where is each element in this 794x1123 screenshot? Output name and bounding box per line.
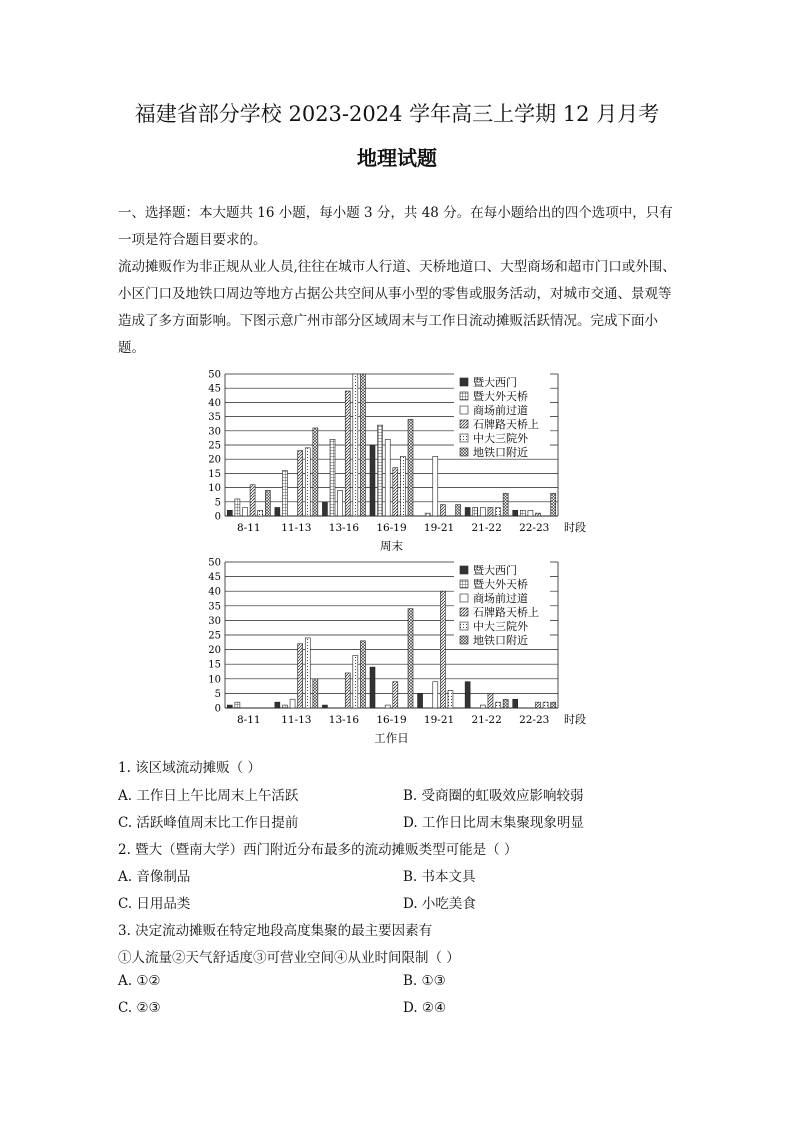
y-tick-label: 10	[208, 483, 221, 495]
bar	[385, 705, 390, 708]
bar	[543, 702, 548, 708]
workday-chart-svg	[195, 554, 595, 748]
bar	[290, 699, 295, 708]
y-tick-label: 30	[208, 615, 221, 627]
bar	[385, 439, 390, 516]
bar	[258, 510, 263, 516]
question-3-option-a[interactable]: A. ①②	[118, 973, 161, 989]
bar	[456, 505, 461, 516]
y-tick-label: 15	[208, 468, 221, 480]
legend-swatch	[460, 580, 468, 588]
legend-swatch	[460, 420, 468, 428]
bar	[235, 702, 240, 708]
y-tick-label: 45	[208, 383, 221, 395]
legend-swatch	[460, 608, 468, 616]
exam-title: 福建省部分学校 2023-2024 学年高三上学期 12 月月考	[134, 102, 660, 126]
y-tick-label: 50	[208, 369, 221, 381]
question-3-option-c[interactable]: C. ②③	[118, 1000, 161, 1016]
bar	[551, 702, 556, 708]
y-tick-label: 10	[208, 674, 221, 686]
x-tick-label: 21-22	[471, 714, 502, 726]
bar	[360, 641, 365, 708]
bar	[275, 702, 280, 708]
bar	[360, 374, 365, 516]
legend-label: 暨大西门	[473, 376, 517, 389]
y-tick-label: 5	[214, 497, 221, 509]
bar	[305, 448, 310, 516]
bar	[448, 690, 453, 708]
x-axis-unit-label: 时段	[564, 521, 586, 534]
y-tick-label: 35	[208, 412, 221, 424]
bar	[282, 471, 287, 516]
bar	[418, 693, 423, 708]
bar	[305, 638, 310, 708]
x-tick-label: 13-16	[328, 714, 360, 726]
x-tick-label: 13-16	[328, 522, 360, 534]
legend-swatch	[460, 566, 468, 574]
legend-swatch	[460, 448, 468, 456]
bar	[227, 510, 232, 516]
weekend-chart-svg	[195, 366, 595, 556]
bar	[345, 673, 350, 708]
x-axis-unit-label: 时段	[564, 713, 586, 726]
question-1-option-a[interactable]: A. 工作日上午比周末上午活跃	[118, 788, 299, 804]
y-tick-label: 20	[208, 454, 221, 466]
bar	[242, 507, 247, 516]
legend-label: 暨大外天桥	[473, 578, 528, 591]
x-tick-label: 22-23	[519, 522, 550, 534]
x-tick-label: 19-21	[423, 522, 455, 534]
y-tick-label: 40	[208, 586, 221, 598]
bar	[227, 705, 232, 708]
legend-label: 石牌路天桥上	[473, 606, 539, 619]
bar	[520, 510, 525, 516]
bar	[378, 425, 383, 516]
chart-xlabel: 工作日	[374, 731, 409, 745]
bar	[513, 699, 518, 708]
legend-swatch	[460, 434, 468, 442]
legend-swatch	[460, 622, 468, 630]
x-tick-label: 19-21	[423, 714, 455, 726]
y-tick-label: 35	[208, 601, 221, 613]
legend-label: 中大三院外	[473, 432, 528, 445]
bar	[275, 507, 280, 516]
bar	[488, 693, 493, 708]
x-tick-label: 16-19	[376, 522, 407, 534]
question-3-stem: 3. 决定流动摊贩在特定地段高度集聚的最主要因素有	[118, 923, 433, 939]
question-1-option-d[interactable]: D. 工作日比周末集聚现象明显	[403, 815, 584, 831]
question-2-option-d[interactable]: D. 小吃美食	[403, 896, 476, 912]
bar	[513, 510, 518, 516]
bar	[265, 490, 270, 516]
bar	[400, 456, 405, 516]
bar	[425, 513, 430, 516]
bar	[353, 655, 358, 708]
bar	[433, 682, 438, 708]
bar	[330, 439, 335, 516]
bar	[536, 513, 541, 516]
bar	[536, 702, 541, 708]
legend-label: 地铁口附近	[473, 446, 528, 459]
x-tick-label: 11-13	[281, 522, 312, 534]
bar	[496, 702, 501, 708]
legend-label: 暨大外天桥	[473, 390, 528, 403]
bar	[408, 419, 413, 516]
legend-label: 商场前过道	[473, 592, 528, 605]
bar	[503, 699, 508, 708]
legend-label: 中大三院外	[473, 620, 528, 633]
bar	[313, 428, 318, 516]
y-tick-label: 50	[208, 557, 221, 569]
legend-label: 暨大西门	[473, 564, 517, 577]
question-2-option-a[interactable]: A. 音像制品	[118, 869, 191, 885]
exam-subject: 地理试题	[357, 146, 437, 170]
bar	[473, 507, 478, 516]
bar	[313, 679, 318, 708]
question-3-stem-continued: ①人流量②天气舒适度③可营业空间④从业时间限制（ ）	[118, 950, 460, 966]
question-1-stem: 1. 该区域流动摊贩（ ）	[118, 760, 261, 776]
workday-chart	[195, 554, 595, 748]
bar	[298, 451, 303, 516]
y-tick-label: 25	[208, 440, 221, 452]
bar	[322, 705, 327, 708]
question-3-option-d[interactable]: D. ②④	[403, 1000, 447, 1016]
bar	[250, 485, 255, 516]
bar	[235, 499, 240, 516]
question-1-option-b[interactable]: B. 受商圈的虹吸效应影响较弱	[403, 788, 584, 804]
y-tick-label: 5	[214, 688, 221, 700]
bar	[496, 507, 501, 516]
legend-label: 石牌路天桥上	[473, 418, 539, 431]
legend-swatch	[460, 594, 468, 602]
legend-label: 商场前过道	[473, 404, 528, 417]
bar	[480, 507, 485, 516]
question-2-option-c[interactable]: C. 日用品类	[118, 896, 191, 912]
x-tick-label: 22-23	[519, 714, 550, 726]
y-tick-label: 30	[208, 426, 221, 438]
bar	[393, 682, 398, 708]
legend-swatch	[460, 378, 468, 386]
x-tick-label: 16-19	[376, 714, 407, 726]
bar	[345, 391, 350, 516]
y-tick-label: 15	[208, 659, 221, 671]
weekend-chart	[195, 366, 595, 556]
y-tick-label: 45	[208, 572, 221, 584]
bar	[440, 591, 445, 708]
bar	[433, 456, 438, 516]
bar	[551, 493, 556, 516]
section-header: 一、选择题：本大题共 16 小题，每小题 3 分，共 48 分。在每小题给出的四个选项中，只有一项是符合题目要求的。	[118, 205, 673, 248]
y-tick-label: 0	[214, 511, 221, 523]
bar	[528, 510, 533, 516]
y-tick-label: 20	[208, 645, 221, 657]
y-tick-label: 25	[208, 630, 221, 642]
bar	[503, 493, 508, 516]
question-2-option-b[interactable]: B. 书本文具	[403, 869, 476, 885]
bar	[282, 705, 287, 708]
legend-swatch	[460, 406, 468, 414]
bar	[465, 682, 470, 708]
bar	[370, 445, 375, 516]
question-2-stem: 2. 暨大（暨南大学）西门附近分布最多的流动摊贩类型可能是（ ）	[118, 842, 518, 858]
x-tick-label: 8-11	[236, 714, 261, 726]
bar	[338, 490, 343, 516]
bar	[440, 505, 445, 516]
bar	[370, 667, 375, 708]
bar	[408, 609, 413, 708]
x-tick-label: 11-13	[281, 714, 312, 726]
bar	[393, 468, 398, 516]
bar	[298, 644, 303, 708]
y-tick-label: 40	[208, 397, 221, 409]
y-tick-label: 0	[214, 703, 221, 715]
x-tick-label: 21-22	[471, 522, 502, 534]
bar	[353, 374, 358, 516]
question-1-option-c[interactable]: C. 活跃峰值周末比工作日提前	[118, 815, 299, 831]
bar	[322, 502, 327, 516]
legend-label: 地铁口附近	[473, 634, 528, 647]
bar	[480, 705, 485, 708]
chart-xlabel: 周末	[380, 539, 403, 553]
legend-swatch	[460, 636, 468, 644]
bar	[465, 507, 470, 516]
question-3-option-b[interactable]: B. ①③	[403, 973, 446, 989]
material-text: 流动摊贩作为非正规从业人员,往往在城市人行道、天桥地道口、大型商场和超市门口或外围、小区门口及地铁口周边等地方占据公共空间从事小型的零售或服务活动，对城市交通、景观等造成了多方面影响。下图示意广州市部分区域周末与工作日流动摊贩活跃情况。完成下面小题。	[118, 259, 676, 356]
bar	[488, 507, 493, 516]
legend-swatch	[460, 392, 468, 400]
x-tick-label: 8-11	[236, 522, 261, 534]
